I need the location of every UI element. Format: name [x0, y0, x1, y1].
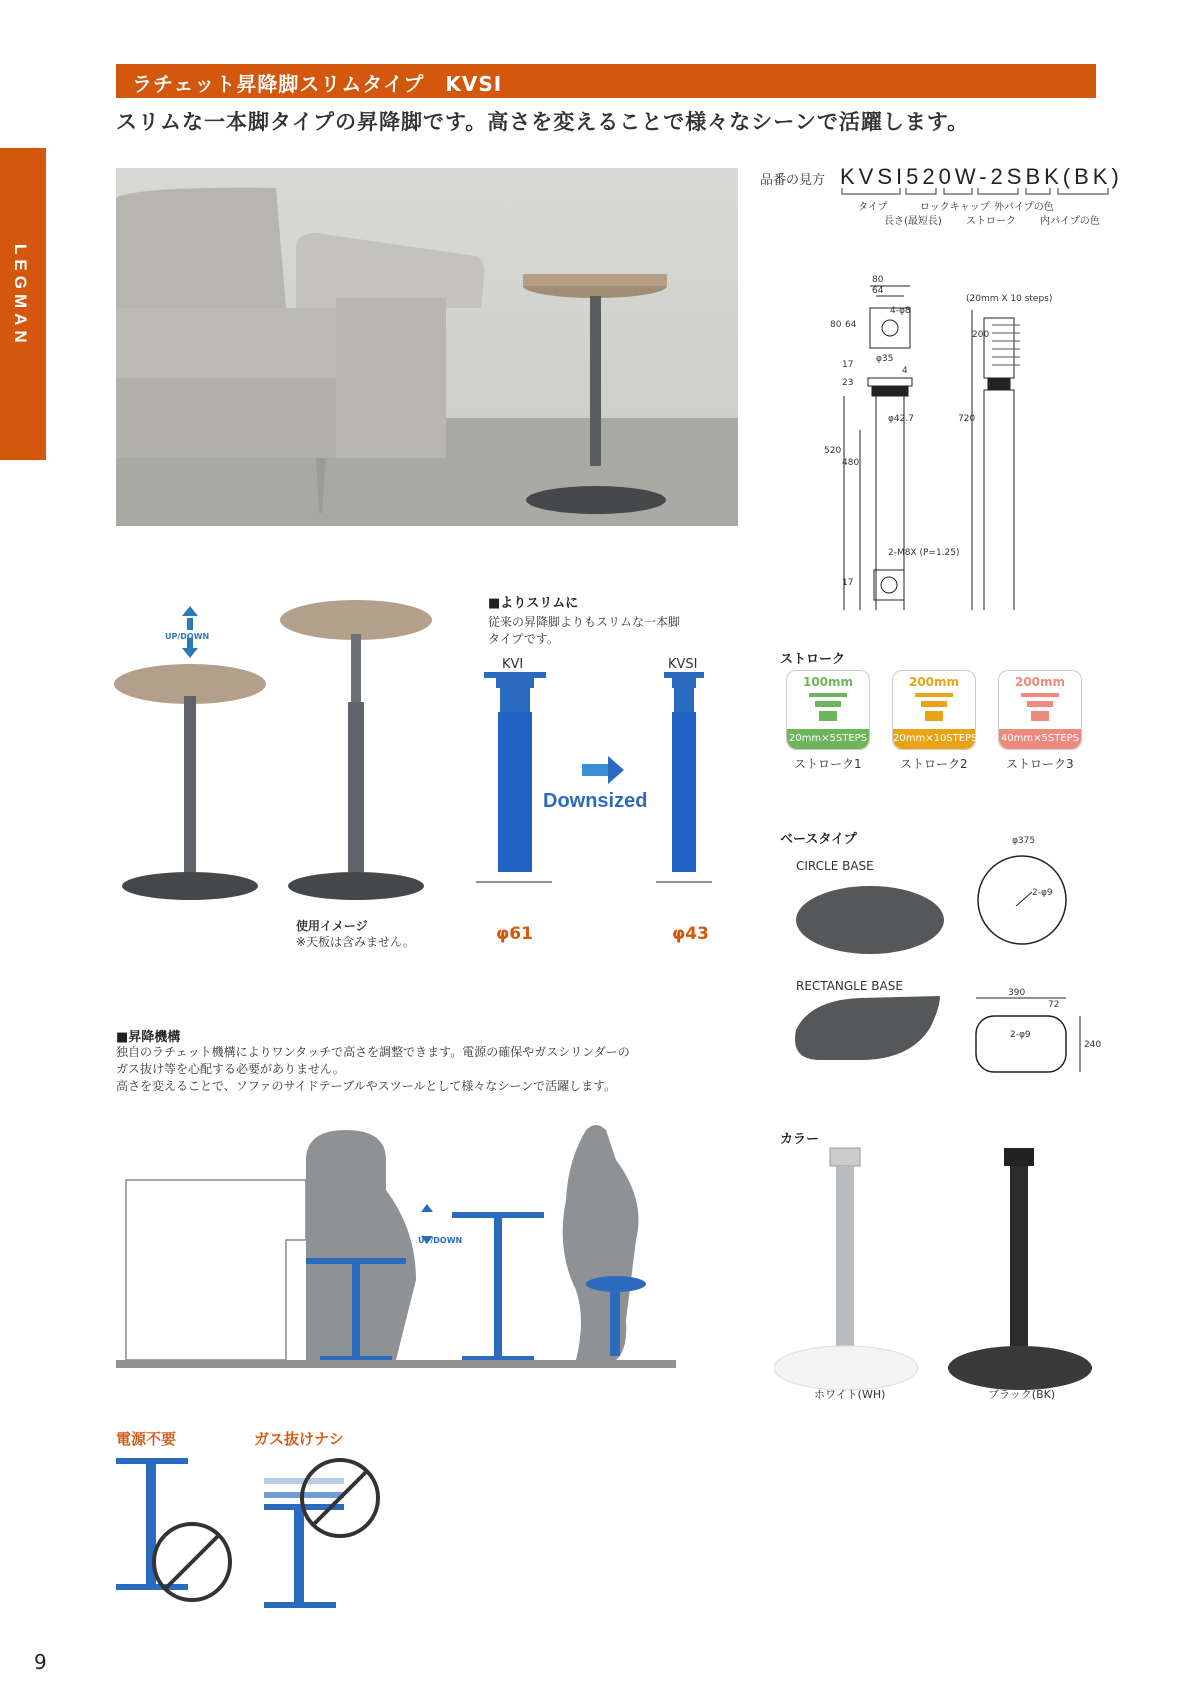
downsized-label: Downsized	[543, 790, 648, 812]
stroke-1-steps: 20mm×5STEPS	[787, 729, 869, 749]
stroke-card-1	[786, 670, 870, 750]
kvi-diameter: φ61	[496, 924, 533, 944]
stroke-3-steps: 40mm×5STEPS	[999, 729, 1081, 749]
dim-23: 23	[842, 378, 854, 388]
dim-480: 480	[842, 458, 860, 468]
dim-64-left: 64	[845, 320, 857, 330]
dim-phi427: φ42.7	[888, 414, 914, 424]
pn-length: 長さ(最短長)	[884, 216, 942, 227]
features-illustration	[116, 1458, 386, 1608]
color-title: カラー	[780, 1132, 820, 1147]
side-tab	[0, 148, 46, 460]
no-gas-label: ガス抜けナシ	[254, 1430, 344, 1448]
usage-note: ※天板は含みません。	[296, 935, 415, 949]
dim-4: 4	[902, 366, 908, 376]
rect-width: 390	[1008, 988, 1026, 998]
slimmer-title: ■よりスリムに	[488, 596, 579, 611]
slimmer-desc-2: タイプです。	[488, 632, 559, 646]
rect-hole: 2-φ9	[1010, 1030, 1031, 1040]
stroke-3-mm: 200mm	[1014, 675, 1066, 689]
stroke-2-mm: 200mm	[908, 675, 960, 689]
usage-illustration	[110, 596, 450, 916]
page-subtitle: スリムな一本脚タイプの昇降脚です。高さを変えることで様々なシーンで活躍します。	[116, 110, 970, 134]
dim-720: 720	[958, 414, 976, 424]
pn-inner-color: 内パイプの色	[1040, 216, 1100, 227]
stroke-1-name: ストローク1	[794, 757, 862, 771]
stroke-title: ストローク	[780, 652, 846, 667]
color-white-label: ホワイト(WH)	[814, 1388, 886, 1401]
mechanism-line-1: 独自のラチェット機構によりワンタッチで高さを調整できます。電源の確保やガスシリンダーの	[116, 1045, 630, 1059]
stroke-3-name: ストローク3	[1006, 757, 1074, 771]
stroke-2-name: ストローク2	[900, 757, 968, 771]
rect-72: 72	[1048, 1000, 1060, 1010]
circle-base-label: CIRCLE BASE	[796, 859, 874, 873]
dim-m8: 2-M8X (P=1.25)	[888, 548, 960, 558]
kvsi-diameter: φ43	[672, 924, 709, 944]
color-black-label: ブラック(BK)	[988, 1388, 1056, 1401]
dim-4-phi8: 4-φ8	[890, 306, 911, 316]
dim-200: 200	[972, 330, 990, 340]
pn-outer-color: 外パイプの色	[994, 202, 1054, 213]
kvi-label: KVI	[502, 657, 524, 672]
dim-steps: (20mm X 10 steps)	[966, 294, 1053, 304]
dim-17: 17	[842, 360, 854, 370]
circle-hole: 2-φ9	[1032, 888, 1053, 898]
base-title: ベースタイプ	[780, 832, 857, 847]
circle-dia: φ375	[1012, 836, 1036, 846]
rect-base-label: RECTANGLE BASE	[796, 979, 903, 993]
part-number-label: 品番の見方	[760, 173, 826, 188]
dim-80-left: 80	[830, 320, 842, 330]
part-number-code: KVSI520W-2SBK(BK)	[840, 164, 1123, 189]
mechanism-line-3: 高さを変えることで、ソファのサイドテーブルやスツールとして様々なシーンで活躍します。	[116, 1079, 617, 1093]
stroke-card-3	[998, 670, 1082, 750]
section-header-bar	[116, 64, 1096, 98]
kvsi-label: KVSI	[668, 657, 698, 672]
dim-64-top: 64	[872, 286, 884, 296]
base-drawings	[790, 840, 1100, 1090]
pn-stroke: ストローク	[966, 216, 1016, 227]
color-illustration	[774, 1146, 1104, 1396]
usage-updown: UP/DOWN	[165, 632, 210, 641]
pn-brackets	[840, 188, 1110, 200]
rect-height: 240	[1084, 1040, 1102, 1050]
mechanism-line-2: ガス抜け等を心配する必要がありません。	[116, 1062, 345, 1076]
slimmer-desc-1: 従来の昇降脚よりもスリムな一本脚	[488, 615, 681, 629]
mechanism-updown: UP/DOWN	[418, 1236, 463, 1245]
mechanism-title: ■昇降機構	[116, 1030, 181, 1045]
dim-520: 520	[824, 446, 842, 456]
section-title: ラチェット昇降脚スリムタイプ KVSI	[132, 72, 503, 96]
dim-80-top: 80	[872, 275, 884, 285]
stroke-1-mm: 100mm	[802, 675, 854, 689]
pn-lockcap: ロックキャップ	[920, 202, 990, 213]
page-number: 9	[34, 1650, 47, 1674]
usage-caption: 使用イメージ	[296, 919, 368, 933]
stroke-2-steps: 20mm×10STEPS	[893, 729, 975, 749]
product-photo	[116, 168, 738, 526]
technical-drawing	[820, 270, 1080, 610]
mechanism-illustration	[116, 1120, 676, 1380]
dim-17-bottom: 17	[842, 578, 854, 588]
pn-type: タイプ	[858, 202, 888, 213]
dim-phi35: φ35	[876, 354, 894, 364]
stroke-card-2	[892, 670, 976, 750]
no-power-label: 電源不要	[116, 1430, 177, 1448]
side-tab-label: LEGMAN	[11, 244, 30, 348]
